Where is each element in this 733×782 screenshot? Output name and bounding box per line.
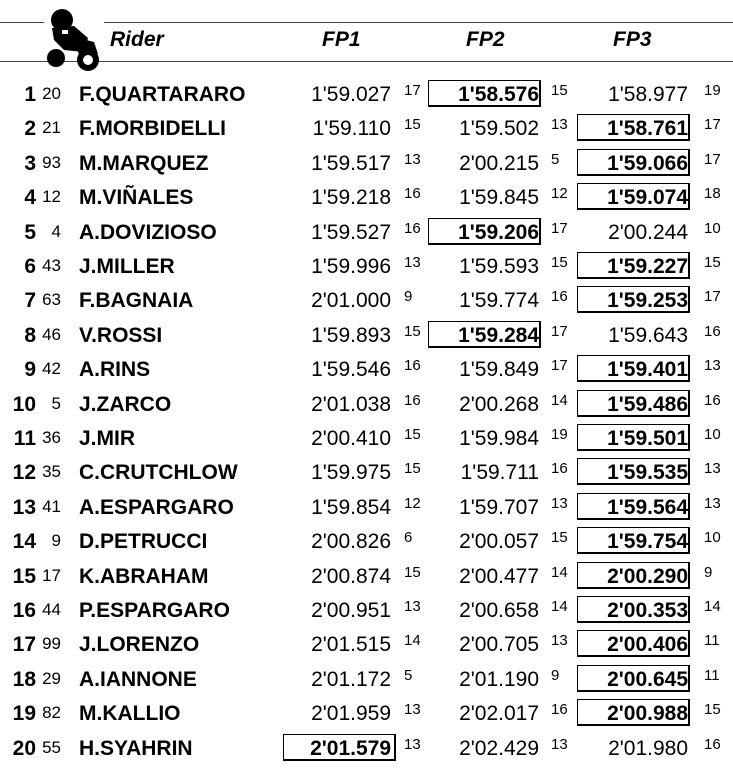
fp3-laps: 17: [704, 116, 721, 134]
rider-number: 43: [42, 256, 61, 275]
fp3-time: 1'58.977: [608, 83, 688, 106]
fp1-laps: 5: [404, 666, 413, 684]
fp3-laps: 16: [704, 322, 721, 340]
rider-name: J.MILLER: [79, 255, 175, 278]
rider-name: A.DOVIZIOSO: [79, 220, 217, 244]
fp2-time: 1'59.502: [459, 117, 539, 141]
fp2-laps: 19: [551, 426, 568, 443]
fp3-time: 2'00.406: [607, 633, 688, 657]
table-row: [0, 733, 733, 767]
table-row: [0, 698, 733, 732]
fp1-time: 2'00.874: [311, 564, 391, 588]
fp1-time: 1'59.893: [311, 323, 391, 347]
fp3-laps: 15: [704, 701, 721, 719]
rider-number: 29: [42, 668, 61, 688]
rider-name: M.MARQUEZ: [79, 151, 209, 175]
fp3-laps: 15: [704, 254, 721, 271]
fp3-time: 2'00.353: [607, 599, 688, 622]
fp3-laps: 13: [704, 494, 721, 512]
fp1-laps: 13: [404, 701, 421, 719]
fp1-time: 1'59.218: [311, 186, 391, 210]
fp1-laps: 13: [404, 254, 421, 271]
rider-number: 82: [42, 703, 61, 723]
fp1-laps: 14: [404, 632, 421, 650]
fp2-time: 1'59.774: [459, 289, 539, 313]
fp3-laps: 11: [704, 632, 720, 650]
rider-name: M.VIÑALES: [79, 186, 194, 210]
rider-name: M.KALLIO: [79, 702, 181, 726]
fp2-time: 2'00.215: [459, 151, 539, 175]
table-row: [0, 526, 733, 560]
fp3-time: 1'59.564: [607, 495, 688, 519]
fp3-time: 1'59.401: [607, 358, 688, 382]
fp3-time: 1'59.754: [607, 530, 688, 554]
position: 4: [24, 186, 36, 210]
fp3-time: 1'59.253: [607, 289, 688, 313]
fp2-laps: 14: [551, 391, 568, 409]
fp1-time: 1'59.110: [312, 117, 391, 141]
position: 2: [24, 117, 36, 141]
fp1-time: 2'00.410: [311, 427, 391, 450]
rider-name: A.RINS: [79, 358, 151, 382]
fp3-laps: 10: [704, 529, 721, 547]
fp2-laps: 13: [551, 494, 568, 512]
rider-number: 42: [42, 359, 61, 379]
table-row: [0, 320, 733, 354]
rider-number: 46: [42, 324, 61, 344]
fp1-laps: 13: [404, 150, 421, 168]
rider-number: 36: [42, 428, 61, 447]
position: 16: [12, 599, 36, 622]
fp2-time: 1'59.984: [459, 427, 539, 450]
fp3-time: 2'00.290: [607, 564, 688, 588]
fp3-laps: 19: [704, 82, 721, 99]
fp2-laps: 16: [551, 701, 568, 719]
fp2-time: 2'00.477: [459, 564, 539, 588]
fp1-laps: 17: [404, 82, 421, 99]
position: 15: [12, 564, 36, 588]
position: 19: [12, 702, 36, 726]
fp2-time: 2'00.705: [459, 633, 539, 657]
rider-number: 44: [42, 600, 61, 619]
rider-number: 4: [51, 221, 61, 241]
fp1-laps: 16: [404, 185, 421, 203]
rider-number: 41: [42, 496, 61, 516]
table-row: [0, 595, 733, 629]
table-row: [0, 664, 733, 698]
table-row: [0, 148, 733, 182]
fp1-laps: 16: [404, 357, 421, 375]
rider-number: 20: [42, 84, 61, 103]
fp2-time: 2'01.190: [459, 667, 539, 691]
fp3-laps: 18: [704, 185, 721, 203]
fp3-laps: 11: [704, 666, 720, 684]
fp2-laps: 14: [551, 563, 568, 581]
fp2-laps: 14: [551, 598, 568, 615]
position: 9: [24, 358, 36, 382]
fp2-laps: 13: [551, 632, 568, 650]
rider-name: J.MIR: [79, 427, 136, 450]
table-row: [0, 217, 733, 251]
fp1-time: 2'01.172: [311, 667, 391, 691]
table-row: [0, 285, 733, 319]
rider-number: 12: [42, 187, 61, 207]
fp2-time: 2'00.268: [459, 392, 539, 416]
rider-name: V.ROSSI: [79, 323, 163, 347]
table-row: [0, 182, 733, 216]
position: 13: [12, 495, 36, 519]
fp3-time: 1'59.074: [607, 186, 688, 210]
fp1-time: 2'01.038: [311, 392, 391, 416]
fp3-time: 2'00.244: [608, 220, 688, 244]
table-row: [0, 354, 733, 388]
position: 14: [12, 530, 36, 554]
fp2-laps: 17: [551, 357, 568, 375]
fp3-laps: 16: [704, 735, 721, 753]
rider-number: 35: [42, 462, 61, 482]
rider-name: J.ZARCO: [79, 392, 172, 416]
fp3-time: 1'59.066: [607, 151, 688, 175]
fp1-time: 1'59.527: [311, 220, 391, 244]
position: 11: [13, 427, 36, 450]
fp2-time: 1'59.593: [459, 255, 539, 278]
rider-number: 9: [51, 531, 61, 551]
position: 20: [12, 736, 36, 760]
table-row: [0, 561, 733, 595]
position: 3: [24, 151, 36, 175]
fp1-time: 2'01.579: [310, 736, 391, 760]
fp3-laps: 17: [704, 150, 721, 168]
header-rule-bottom: [0, 61, 733, 62]
fp2-time: 2'00.658: [459, 599, 539, 622]
position: 18: [12, 667, 36, 691]
fp3-time: 1'59.486: [607, 392, 688, 416]
fp2-laps: 15: [551, 529, 568, 547]
fp3-time: 1'59.643: [608, 323, 688, 347]
fp2-laps: 5: [551, 150, 560, 168]
header-fp1: FP1: [322, 28, 361, 51]
fp2-time: 1'59.711: [460, 461, 539, 485]
fp1-time: 1'59.854: [311, 495, 391, 519]
header-rule-top: [0, 22, 733, 23]
fp1-time: 2'01.000: [311, 289, 391, 313]
motorcycle-rider-icon: [44, 6, 104, 72]
header-fp3: FP3: [613, 28, 652, 51]
fp1-laps: 15: [404, 460, 421, 478]
table-row: [0, 492, 733, 526]
fp2-time: 1'59.284: [458, 323, 539, 347]
rider-name: H.SYAHRIN: [79, 736, 193, 760]
fp3-time: 1'59.227: [607, 255, 688, 278]
fp1-laps: 9: [404, 288, 413, 306]
fp2-laps: 16: [551, 460, 568, 478]
fp1-time: 1'59.027: [311, 83, 391, 106]
fp3-laps: 10: [704, 219, 721, 237]
position: 10: [12, 392, 36, 416]
table-row: [0, 457, 733, 491]
fp3-time: 1'58.761: [607, 117, 688, 141]
rider-number: 17: [42, 565, 61, 585]
table-row: [0, 79, 733, 113]
table-row: [0, 423, 733, 457]
rider-name: F.MORBIDELLI: [79, 117, 226, 141]
fp1-laps: 12: [404, 494, 421, 512]
position: 5: [24, 220, 36, 244]
header-rider: Rider: [110, 28, 164, 51]
fp3-time: 2'01.980: [608, 736, 688, 760]
fp1-laps: 16: [404, 219, 421, 237]
fp3-laps: 10: [704, 426, 721, 443]
rider-number: 99: [42, 634, 61, 654]
fp2-laps: 17: [551, 322, 568, 340]
fp3-laps: 9: [704, 563, 713, 581]
fp1-laps: 6: [404, 529, 413, 547]
fp3-time: 1'59.535: [607, 461, 688, 485]
fp3-laps: 13: [704, 357, 721, 375]
fp3-time: 2'00.988: [607, 702, 688, 726]
fp2-time: 1'59.845: [459, 186, 539, 210]
fp1-time: 1'59.996: [311, 255, 391, 278]
rider-name: F.BAGNAIA: [79, 289, 194, 313]
fp3-time: 1'59.501: [607, 427, 688, 450]
fp3-laps: 13: [704, 460, 721, 478]
fp1-laps: 15: [404, 322, 421, 340]
fp2-laps: 13: [551, 735, 568, 753]
table-row: [0, 629, 733, 663]
fp3-laps: 16: [704, 391, 721, 409]
rider-name: A.ESPARGARO: [79, 495, 234, 519]
rider-number: 93: [42, 152, 61, 172]
header-fp2: FP2: [466, 28, 505, 51]
fp1-laps: 15: [404, 116, 421, 134]
fp1-laps: 15: [404, 563, 421, 581]
fp2-laps: 12: [551, 185, 568, 203]
fp2-time: 2'02.429: [459, 736, 539, 760]
fp2-time: 1'59.707: [459, 495, 539, 519]
fp2-time: 1'58.576: [458, 83, 539, 106]
fp2-time: 1'59.849: [459, 358, 539, 382]
rider-number: 21: [42, 118, 61, 138]
position: 12: [12, 461, 36, 485]
fp2-laps: 15: [551, 254, 568, 271]
position: 8: [24, 323, 36, 347]
position: 7: [24, 289, 36, 313]
rider-name: C.CRUTCHLOW: [79, 461, 238, 485]
fp2-laps: 17: [551, 219, 568, 237]
fp1-time: 1'59.546: [311, 358, 391, 382]
fp1-time: 2'01.515: [311, 633, 391, 657]
rider-name: D.PETRUCCI: [79, 530, 208, 554]
rider-name: K.ABRAHAM: [79, 564, 209, 588]
rider-number: 63: [42, 290, 61, 310]
fp2-time: 2'02.017: [459, 702, 539, 726]
rider-name: A.IANNONE: [79, 667, 197, 691]
fp3-time: 2'00.645: [607, 667, 688, 691]
fp1-time: 1'59.517: [311, 151, 391, 175]
fp2-laps: 16: [551, 288, 568, 306]
table-header: [0, 0, 733, 62]
fp1-time: 2'00.826: [311, 530, 391, 554]
fp1-laps: 16: [404, 391, 421, 409]
fp2-laps: 9: [551, 666, 560, 684]
fp1-time: 2'01.959: [311, 702, 391, 726]
position: 17: [12, 633, 36, 657]
fp2-laps: 15: [551, 82, 568, 99]
position: 6: [24, 255, 36, 278]
fp1-time: 2'00.951: [311, 599, 391, 622]
position: 1: [24, 83, 36, 106]
rider-number: 5: [51, 393, 61, 413]
fp2-time: 2'00.057: [459, 530, 539, 554]
table-row: [0, 251, 733, 285]
fp1-laps: 15: [404, 426, 421, 443]
fp3-laps: 17: [704, 288, 721, 306]
fp2-laps: 13: [551, 116, 568, 134]
fp2-time: 1'59.206: [458, 220, 539, 244]
rider-number: 55: [42, 737, 61, 757]
rider-name: J.LORENZO: [79, 633, 200, 657]
table-row: [0, 389, 733, 423]
fp1-laps: 13: [404, 598, 421, 615]
rider-name: F.QUARTARARO: [79, 83, 246, 106]
fp3-laps: 14: [704, 598, 721, 615]
table-row: [0, 113, 733, 147]
fp1-time: 1'59.975: [311, 461, 391, 485]
fp1-laps: 13: [404, 735, 421, 753]
rider-name: P.ESPARGARO: [79, 599, 230, 622]
